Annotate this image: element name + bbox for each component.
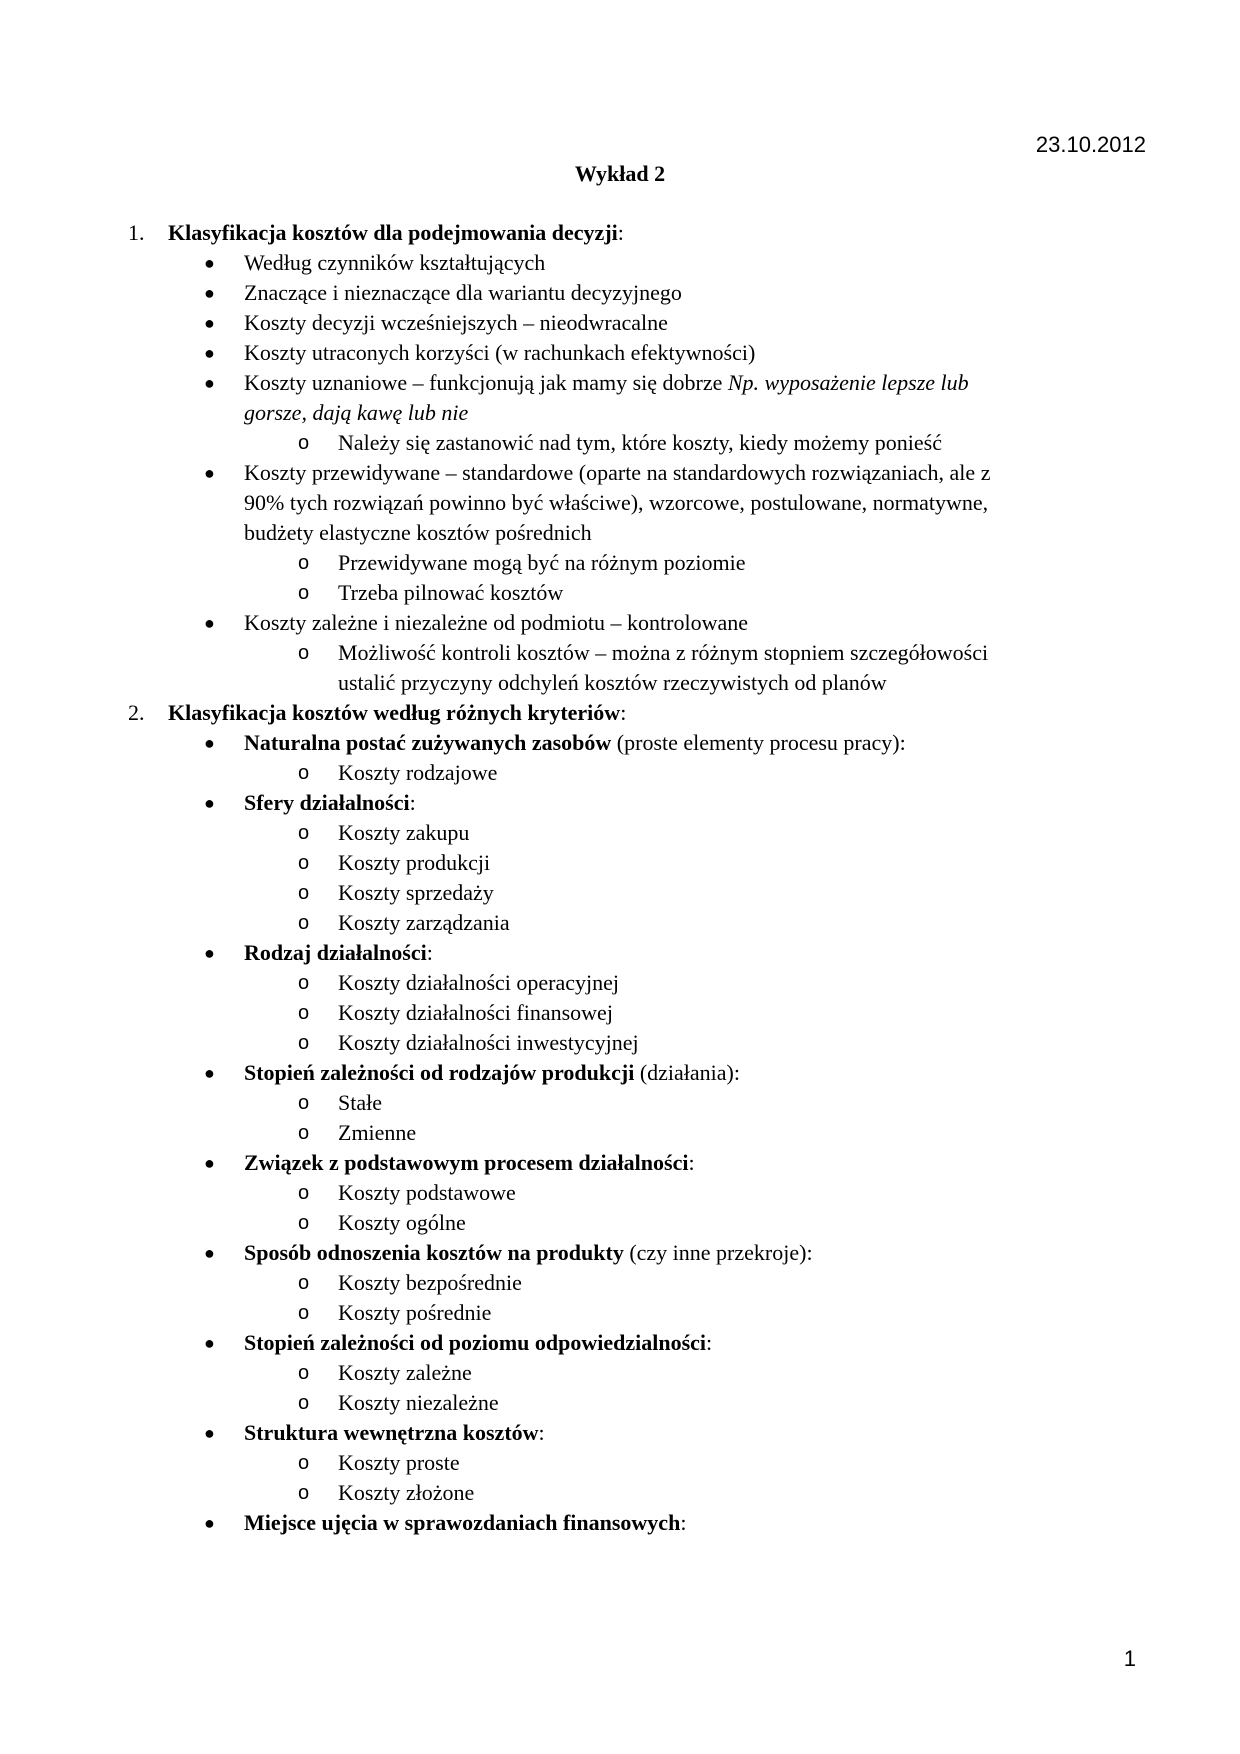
criteria-detail: (proste elementy procesu pracy): bbox=[611, 730, 906, 755]
list-item-continuation: budżety elastyczne kosztów pośrednich bbox=[244, 520, 592, 545]
list-item: ● Koszty decyzji wcześniejszych – nieodwracalne bbox=[128, 308, 1128, 338]
criteria-item bbox=[128, 1148, 1128, 1178]
criteria-label: Stopień zależności od rodzajów produkcji bbox=[244, 1060, 635, 1085]
criteria-item bbox=[128, 1418, 1128, 1448]
sub-list-item: o Koszty działalności finansowej bbox=[128, 998, 1128, 1028]
criteria-detail: : bbox=[426, 940, 433, 965]
circle-bullet-icon: o bbox=[298, 1302, 310, 1324]
list-item: ● Znaczące i nieznaczące dla wariantu decyzyjnego bbox=[128, 278, 1128, 308]
criteria-label: Naturalna postać zużywanych zasobów bbox=[244, 730, 612, 755]
bullet-icon: ● bbox=[204, 1063, 215, 1083]
sub-list-item: o Zmienne bbox=[128, 1118, 1128, 1148]
criteria-label: Sposób odnoszenia kosztów na produkty bbox=[244, 1240, 624, 1265]
lecture-content bbox=[128, 218, 1128, 1538]
section-number: 2. bbox=[128, 700, 145, 725]
circle-bullet-icon: o bbox=[298, 1362, 310, 1384]
sub-list-item: o Koszty produkcji bbox=[128, 848, 1128, 878]
criteria-label: Miejsce ujęcia w sprawozdaniach finansowych bbox=[244, 1510, 681, 1535]
bullet-icon: ● bbox=[204, 1513, 215, 1533]
bullet-icon: ● bbox=[204, 793, 215, 813]
bullet-icon: ● bbox=[204, 613, 215, 633]
sub-list-item: o Koszty działalności inwestycyjnej bbox=[128, 1028, 1128, 1058]
list-item: ● Koszty uznaniowe – funkcjonują jak mamy się dobrze Np. wyposażenie lepsze lub bbox=[128, 368, 1128, 398]
list-item: ● Koszty zależne i niezależne od podmiotu – kontrolowane bbox=[128, 608, 1128, 638]
circle-bullet-icon: o bbox=[298, 432, 310, 454]
list-item: ● Według czynników kształtujących bbox=[128, 248, 1128, 278]
bullet-icon: ● bbox=[204, 1333, 215, 1353]
circle-bullet-icon: o bbox=[298, 642, 310, 664]
sub-list-item: o Koszty zależne bbox=[128, 1358, 1128, 1388]
circle-bullet-icon: o bbox=[298, 1212, 310, 1234]
bullet-icon: ● bbox=[204, 1423, 215, 1443]
sub-list-item: o Koszty zarządzania bbox=[128, 908, 1128, 938]
sub-list-item: o Koszty działalności operacyjnej bbox=[128, 968, 1128, 998]
bullet-icon: ● bbox=[204, 943, 215, 963]
criteria-item bbox=[128, 1508, 1128, 1538]
sub-list-item: o Koszty podstawowe bbox=[128, 1178, 1128, 1208]
circle-bullet-icon: o bbox=[298, 1482, 310, 1504]
bullet-icon: ● bbox=[204, 463, 215, 483]
criteria-item bbox=[128, 1058, 1128, 1088]
criteria-label: Sfery działalności bbox=[244, 790, 410, 815]
criteria-detail: : bbox=[538, 1420, 545, 1445]
circle-bullet-icon: o bbox=[298, 912, 310, 934]
sub-list-item: o Koszty ogólne bbox=[128, 1208, 1128, 1238]
criteria-detail: (czy inne przekroje): bbox=[623, 1240, 813, 1265]
criteria-label: Stopień zależności od poziomu odpowiedzialności bbox=[244, 1330, 707, 1355]
sub-list-item: o Możliwość kontroli kosztów – można z różnym stopniem szczegółowości bbox=[128, 638, 1128, 668]
bullet-icon: ● bbox=[204, 1153, 215, 1173]
criteria-label: Związek z podstawowym procesem działalności bbox=[244, 1150, 689, 1175]
sub-list-item: o Koszty rodzajowe bbox=[128, 758, 1128, 788]
list-item: ● Koszty przewidywane – standardowe (oparte na standardowych rozwiązaniach, ale z bbox=[128, 458, 1128, 488]
section-heading-text: Klasyfikacja kosztów według różnych kryteriów bbox=[168, 700, 621, 725]
criteria-detail: : bbox=[409, 790, 416, 815]
circle-bullet-icon: o bbox=[298, 582, 310, 604]
page-number: 1 bbox=[1123, 1646, 1136, 1671]
circle-bullet-icon: o bbox=[298, 1452, 310, 1474]
section-number: 1. bbox=[128, 220, 145, 245]
list-item-continuation: 90% tych rozwiązań powinno być właściwe), wzorcowe, postulowane, normatywne, bbox=[244, 490, 989, 515]
criteria-label: Struktura wewnętrzna kosztów bbox=[244, 1420, 539, 1445]
circle-bullet-icon: o bbox=[298, 1122, 310, 1144]
criteria-detail: (działania): bbox=[634, 1060, 740, 1085]
criteria-item bbox=[128, 938, 1128, 968]
criteria-label: Rodzaj działalności bbox=[244, 940, 427, 965]
bullet-icon: ● bbox=[204, 283, 215, 303]
section-heading-text: Klasyfikacja kosztów dla podejmowania decyzji bbox=[168, 220, 618, 245]
lecture-title: Wykład 2 bbox=[574, 161, 666, 186]
sub-list-item: o Przewidywane mogą być na różnym poziomie bbox=[128, 548, 1128, 578]
sub-list-item-continuation: ustalić przyczyny odchyleń kosztów rzeczywistych od planów bbox=[338, 670, 887, 695]
circle-bullet-icon: o bbox=[298, 1032, 310, 1054]
sub-list-item: o Koszty sprzedaży bbox=[128, 878, 1128, 908]
sub-list-item: o Koszty niezależne bbox=[128, 1388, 1128, 1418]
criteria-item bbox=[128, 1238, 1128, 1268]
criteria-detail: : bbox=[688, 1150, 695, 1175]
sub-list-item: o Koszty bezpośrednie bbox=[128, 1268, 1128, 1298]
criteria-list bbox=[128, 728, 1128, 1538]
section-heading: 2. Klasyfikacja kosztów według różnych kryteriów: bbox=[128, 698, 1128, 728]
list-item-continuation: gorsze, dają kawę lub nie bbox=[244, 400, 469, 425]
circle-bullet-icon: o bbox=[298, 852, 310, 874]
circle-bullet-icon: o bbox=[298, 822, 310, 844]
sub-list-item: o Koszty złożone bbox=[128, 1478, 1128, 1508]
circle-bullet-icon: o bbox=[298, 1272, 310, 1294]
sub-list-item: o Koszty zakupu bbox=[128, 818, 1128, 848]
bullet-icon: ● bbox=[204, 373, 215, 393]
circle-bullet-icon: o bbox=[298, 762, 310, 784]
section-heading: 1. Klasyfikacja kosztów dla podejmowania decyzji: bbox=[128, 218, 1128, 248]
bullet-icon: ● bbox=[204, 343, 215, 363]
bullet-icon: ● bbox=[204, 1243, 215, 1263]
lecture-date: 23.10.2012 bbox=[1035, 132, 1146, 157]
circle-bullet-icon: o bbox=[298, 1182, 310, 1204]
circle-bullet-icon: o bbox=[298, 552, 310, 574]
bullet-icon: ● bbox=[204, 733, 215, 753]
circle-bullet-icon: o bbox=[298, 1092, 310, 1114]
sub-list-item: o Należy się zastanowić nad tym, które koszty, kiedy możemy ponieść bbox=[128, 428, 1128, 458]
criteria-item bbox=[128, 1328, 1128, 1358]
criteria-detail: : bbox=[680, 1510, 687, 1535]
circle-bullet-icon: o bbox=[298, 1392, 310, 1414]
bullet-icon: ● bbox=[204, 313, 215, 333]
bullet-icon: ● bbox=[204, 253, 215, 273]
circle-bullet-icon: o bbox=[298, 882, 310, 904]
sub-list-item: o Koszty pośrednie bbox=[128, 1298, 1128, 1328]
criteria-detail: : bbox=[706, 1330, 713, 1355]
circle-bullet-icon: o bbox=[298, 972, 310, 994]
sub-list-item: o Trzeba pilnować kosztów bbox=[128, 578, 1128, 608]
sub-list-item: o Koszty proste bbox=[128, 1448, 1128, 1478]
criteria-item bbox=[128, 728, 1128, 758]
list-item: ● Koszty utraconych korzyści (w rachunkach efektywności) bbox=[128, 338, 1128, 368]
criteria-item bbox=[128, 788, 1128, 818]
circle-bullet-icon: o bbox=[298, 1002, 310, 1024]
sub-list-item: o Stałe bbox=[128, 1088, 1128, 1118]
